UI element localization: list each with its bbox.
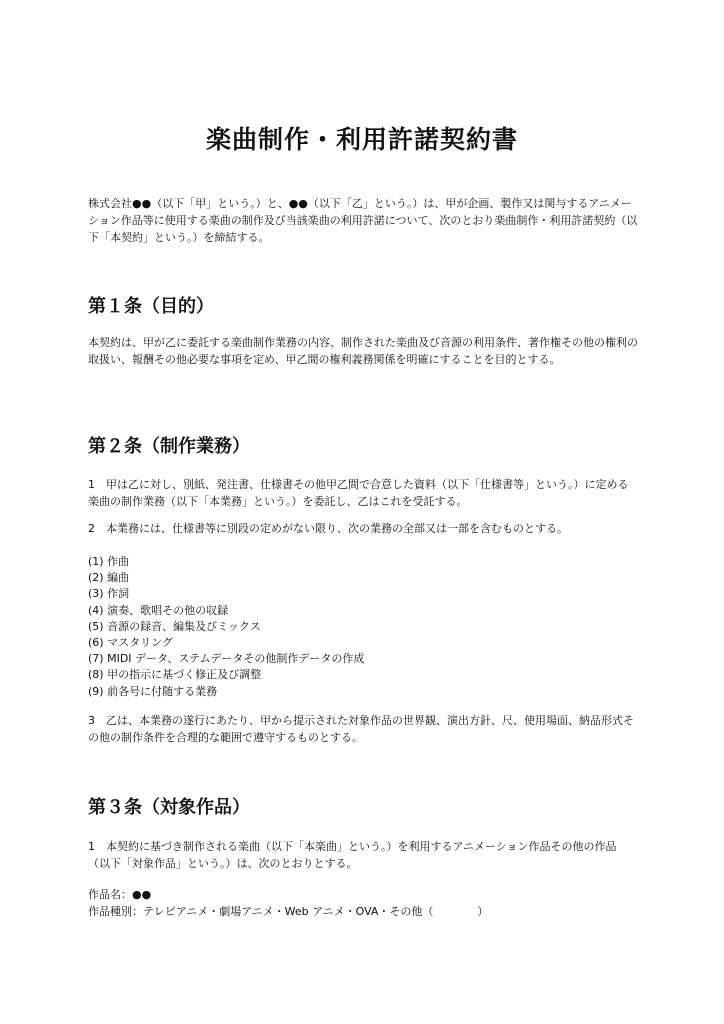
article-1-body: 本契約は、甲が乙に委託する楽曲制作業務の内容、制作された楽曲及び音源の利用条件、著作権その他の権利の取扱い、報酬その他必要な事項を定め、甲乙間の権利義務関係を明確にすることを目的とする。: [88, 336, 638, 366]
list-item: (5) 音源の録音、編集及びミックス: [88, 619, 261, 633]
list-item: (4) 演奏、歌唱その他の収録: [88, 603, 229, 617]
list-item: (8) 甲の指示に基づく修正及び調整: [88, 668, 262, 682]
list-item: (6) マスタリング: [88, 636, 173, 650]
article-2-clause-2: 2 本業務には、仕様書等に別段の定めがない限り、次の業務の全部又は一部を含むものとする。: [88, 522, 568, 535]
work-name: 作品名：●●: [88, 888, 152, 901]
article-2-clause-1: 1 甲は乙に対し、別紙、発注書、仕様書その他甲乙間で合意した資料（以下「仕様書等」という。）に定める楽曲の制作業務（以下「本業務」という。）を委託し、乙はこれを受託する。: [88, 478, 629, 508]
list-item: (7) MIDI データ、ステムデータその他制作データの作成: [88, 652, 365, 666]
list-item: (1) 作曲: [88, 555, 130, 568]
list-item: (9) 前各号に付随する業務: [88, 684, 218, 698]
document-title: 楽曲制作・利用許諾契約書: [205, 125, 518, 154]
preamble-paragraph: 株式会社●●（以下「甲」という。）と、●●（以下「乙」という。）は、甲が企画、製作又は関与するアニメーション作品等に使用する楽曲の制作及び当該楽曲の利用許諾について、次のとおり楽曲制作・利用許諾契約（以下「本契約」という。）を締結する。: [88, 197, 638, 244]
article-2-clause-3: 3 乙は、本業務の遂行にあたり、甲から提示された対象作品の世界観、演出方針、尺、使用場面、納品形式その他の制作条件を合理的な範囲で遵守するものとする。: [88, 714, 634, 744]
article-1-heading: 第１条（目的）: [88, 296, 214, 317]
article-2-heading: 第２条（制作業務）: [88, 436, 250, 457]
work-type: 作品種別：テレビアニメ・劇場アニメ・Web アニメ・OVA・その他（ ）: [88, 905, 489, 918]
article-3-heading: 第３条（対象作品）: [88, 797, 250, 818]
list-item: (2) 編曲: [88, 571, 130, 585]
article-3-clause-1: 1 本契約に基づき制作される楽曲（以下「本楽曲」という。）を利用するアニメーション作品その他の作品（以下「対象作品」という。）は、次のとおりとする。: [88, 840, 617, 870]
article-2-item-list: [88, 554, 638, 700]
list-item: (3) 作詞: [88, 587, 130, 601]
work-info-block: [88, 886, 638, 920]
